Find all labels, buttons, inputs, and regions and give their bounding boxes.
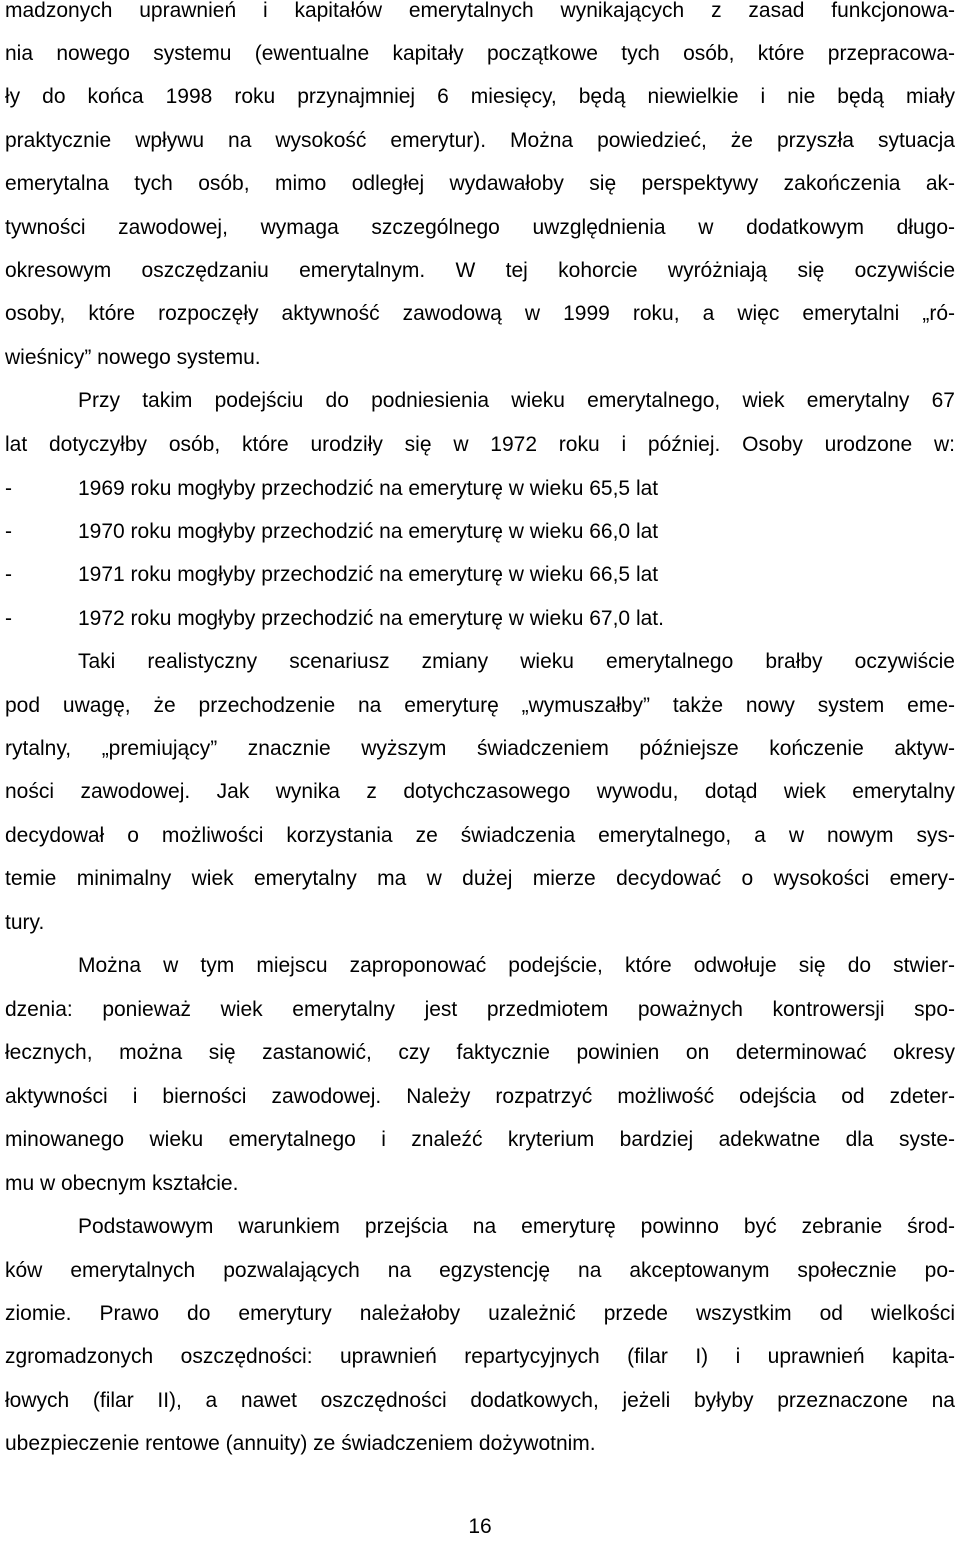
text-line: praktycznie wpływu na wysokość emerytur). Można powiedzieć, że przyszła sytuacja [5, 129, 955, 152]
text-line: ków emerytalnych pozwalających na egzystencję na akceptowanym społecznie po- [5, 1259, 955, 1282]
list-marker: - [5, 477, 12, 500]
list-item-text: 1972 roku mogłyby przechodzić na emeryturę w wieku 67,0 lat. [78, 607, 664, 630]
text-line: Taki realistyczny scenariusz zmiany wieku emerytalnego brałby oczywiście [78, 650, 955, 673]
list-marker: - [5, 520, 12, 543]
text-line: nia nowego systemu (ewentualne kapitały początkowe tych osób, które przepracowa- [5, 42, 955, 65]
text-line: dzenia: ponieważ wiek emerytalny jest przedmiotem poważnych kontrowersji spo- [5, 998, 955, 1021]
text-line: emerytalna tych osób, mimo odległej wydawałoby się perspektywy zakończenia ak- [5, 172, 955, 195]
list-item-text: 1969 roku mogłyby przechodzić na emeryturę w wieku 65,5 lat [78, 477, 659, 500]
text-line: ubezpieczenie rentowe (annuity) ze świadczeniem dożywotnim. [5, 1432, 596, 1455]
text-line: zgromadzonych oszczędności: uprawnień repartycyjnych (filar I) i uprawnień kapita- [5, 1345, 955, 1368]
text-line: decydował o możliwości korzystania ze świadczenia emerytalnego, a w nowym sys- [5, 824, 955, 847]
text-line: łowych (filar II), a nawet oszczędności dodatkowych, jeżeli byłyby przeznaczone na [5, 1389, 955, 1412]
text-line: tywności zawodowej, wymaga szczególnego uwzględnienia w dodatkowym długo- [5, 216, 955, 239]
text-line: ziomie. Prawo do emerytury należałoby uzależnić przede wszystkim od wielkości [5, 1302, 955, 1325]
text-line: pod uwagę, że przechodzenie na emeryturę „wymuszałby” także nowy system eme- [5, 694, 955, 717]
text-line: wieśnicy” nowego systemu. [5, 346, 261, 369]
text-line: Przy takim podejściu do podniesienia wieku emerytalnego, wiek emerytalny 67 [78, 389, 955, 412]
list-item-text: 1970 roku mogłyby przechodzić na emeryturę w wieku 66,0 lat [78, 520, 659, 543]
text-line: tury. [5, 911, 45, 934]
text-line: ności zawodowej. Jak wynika z dotychczasowego wywodu, dotąd wiek emerytalny [5, 780, 955, 803]
text-line: rytalny, „premiujący” znacznie wyższym świadczeniem późniejsze kończenie aktyw- [5, 737, 955, 760]
text-line: madzonych uprawnień i kapitałów emerytalnych wynikających z zasad funkcjonowa- [5, 0, 955, 22]
text-line: Podstawowym warunkiem przejścia na emeryturę powinno być zebranie środ- [78, 1215, 955, 1238]
text-line: mu w obecnym kształcie. [5, 1172, 239, 1195]
list-marker: - [5, 607, 12, 630]
text-line: łecznych, można się zastanowić, czy faktycznie powinien on determinować okresy [5, 1041, 955, 1064]
text-line: temie minimalny wiek emerytalny ma w dużej mierze decydować o wysokości emery- [5, 867, 955, 890]
text-line: aktywności i bierności zawodowej. Należy rozpatrzyć możliwość odejścia od zdeter- [5, 1085, 955, 1108]
text-line: okresowym oszczędzaniu emerytalnym. W tej kohorcie wyróżniają się oczywiście [5, 259, 955, 282]
list-item-text: 1971 roku mogłyby przechodzić na emeryturę w wieku 66,5 lat [78, 563, 659, 586]
list-marker: - [5, 563, 12, 586]
text-line: minowanego wieku emerytalnego i znaleźć kryterium bardziej adekwatne dla syste- [5, 1128, 955, 1151]
text-line: Można w tym miejscu zaproponować podejście, które odwołuje się do stwier- [78, 954, 955, 977]
text-line: lat dotyczyłby osób, które urodziły się w 1972 roku i później. Osoby urodzone w: [5, 433, 955, 456]
page-number: 16 [468, 1515, 492, 1538]
text-line: ły do końca 1998 roku przynajmniej 6 miesięcy, będą niewielkie i nie będą miały [5, 85, 955, 108]
text-line: osoby, które rozpoczęły aktywność zawodową w 1999 roku, a więc emerytalni „ró- [5, 302, 955, 325]
